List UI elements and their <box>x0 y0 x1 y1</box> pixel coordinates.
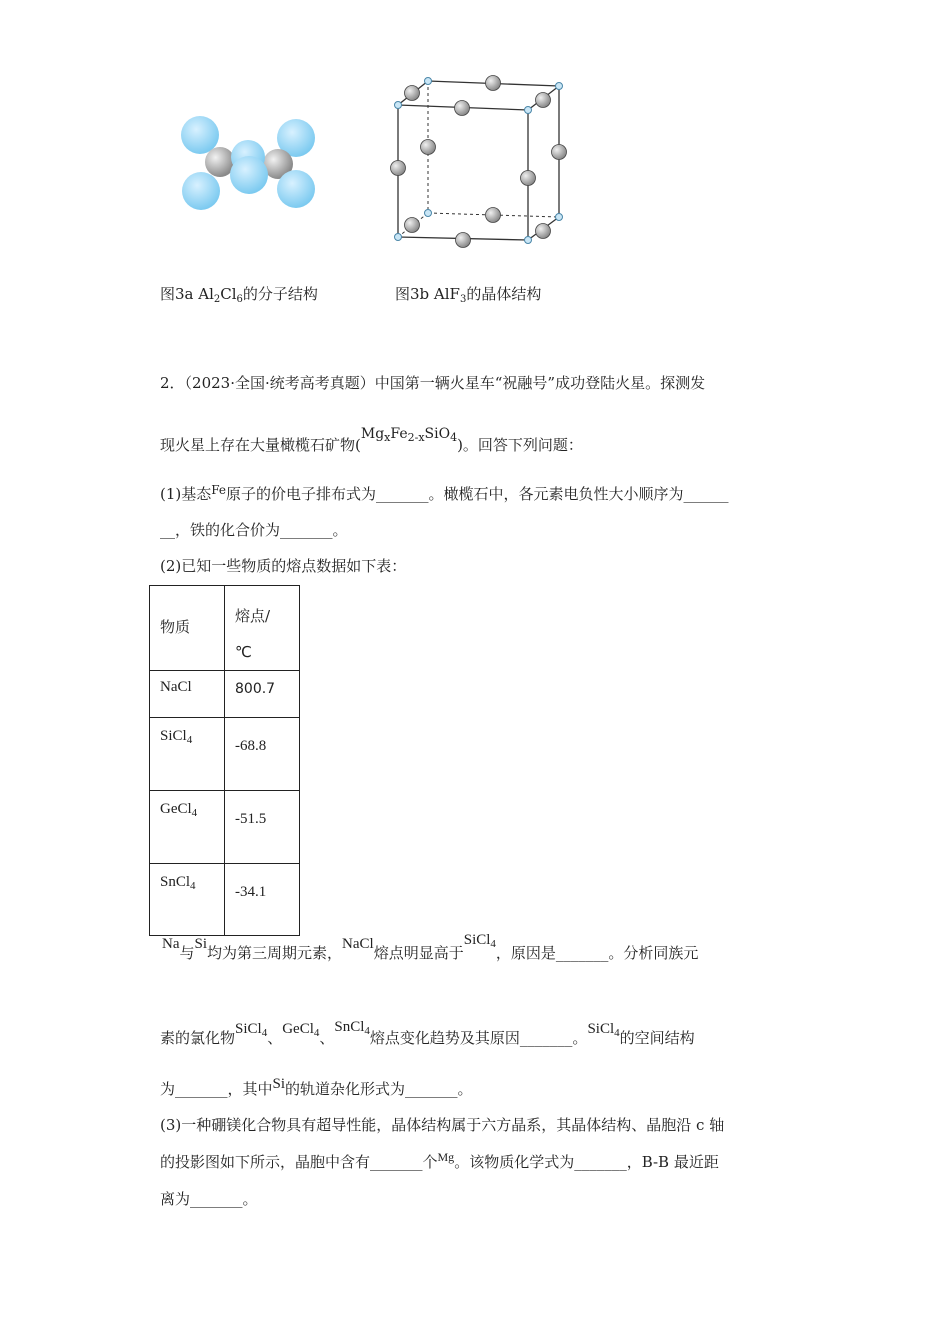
part2-line3: 为_______，其中Si的轨道杂化形式为_______。 <box>160 1076 473 1098</box>
cl-atom <box>277 170 315 208</box>
cl-atom <box>182 172 220 210</box>
cl-atom <box>181 116 219 154</box>
al2cl6-molecule-figure <box>170 105 330 225</box>
fig3a-caption: 图3a $Al_2Cl_6$的分子结构 <box>160 285 318 305</box>
part2-line2: 素的氯化物SiCl$_4$、GeCl$_4$、SnCl$_4$熔点变化趋势及其原因_______。SiCl$_4$的空间结构 <box>160 1019 695 1047</box>
melting-point-table <box>149 585 300 936</box>
fig3b-caption: 图3b AlF$_3$的晶体结构 <box>395 285 542 305</box>
part1-line1: (1)基态$^{Fe}$原子的价电子排布式为_______。橄榄石中，各元素电负性大小顺序为______ <box>160 483 729 503</box>
question-header: 2．（2023·全国·统考高考真题）中国第一辆火星车“祝融号”成功登陆火星。探测发 <box>160 374 706 392</box>
header-unit: ℃ <box>235 643 252 661</box>
alf3-crystal-figure <box>385 70 575 255</box>
part3-line2: 的投影图如下所示，晶胞中含有_______个$^{Mg}$。该物质化学式为_______，B-B 最近距 <box>160 1150 719 1171</box>
table-row: SiCl$_4$ -68.8 <box>150 718 300 791</box>
question-line-2: 现火星上存在大量橄榄石矿物$(Mg_xFe_{2-x}SiO_4)$。回答下列问题： <box>160 426 583 454</box>
part3-line1: (3)一种硼镁化合物具有超导性能，晶体结构属于六方晶系，其晶体结构、晶胞沿 c 轴 <box>160 1116 725 1134</box>
table-row: GeCl$_4$ -51.5 <box>150 791 300 864</box>
part2-line1: Na与Si均为第三周期元素，NaCl熔点明显高于SiCl$_4$，原因是_______。分析同族元 <box>162 932 699 962</box>
part3-line3: 离为_______。 <box>160 1190 258 1208</box>
cl-atom <box>230 156 268 194</box>
table-row: NaCl 800.7 <box>150 671 300 718</box>
part2-intro: (2)已知一些物质的熔点数据如下表： <box>160 557 407 575</box>
part1-line2: __，铁的化合价为_______。 <box>160 521 348 539</box>
header-substance: 物质 <box>160 618 191 636</box>
header-melting-point: 熔点/ <box>235 607 271 625</box>
table-row: SnCl$_4$ -34.1 <box>150 864 300 936</box>
